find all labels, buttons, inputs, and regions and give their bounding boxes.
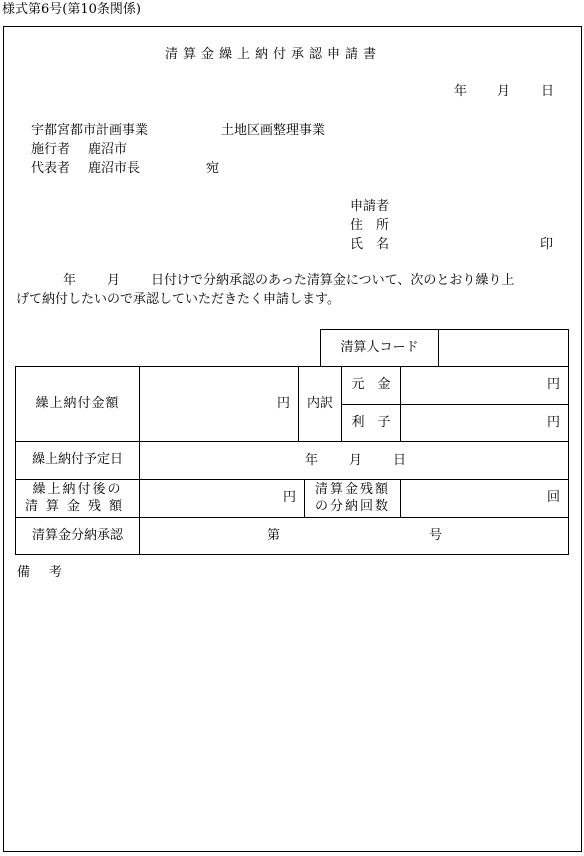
honorific: 宛: [206, 161, 220, 176]
form-number: 様式第6号(第10条関係): [2, 2, 141, 17]
installment-count-label-line-1: 清算金残額: [314, 482, 390, 498]
interest-label: 利 子: [351, 414, 391, 430]
remaining-balance-yen: 円: [282, 490, 296, 506]
scheduled-month: 月: [349, 453, 363, 468]
approval-label: 清算金分納承認: [31, 527, 123, 543]
date-day: 日: [541, 84, 555, 99]
body-line-2: げて納付したいので承認していただきたく申請します。: [16, 292, 340, 307]
remaining-balance-label: [16, 480, 139, 517]
code-field[interactable]: [439, 330, 568, 366]
project-type: 土地区画整理事業: [221, 123, 326, 138]
remaining-balance-label-line-1: 繰上納付後の: [32, 482, 123, 498]
scheduled-date-label: 繰上納付予定日: [31, 452, 123, 468]
applicant-heading: 申請者: [350, 199, 390, 214]
principal-yen: 円: [546, 377, 560, 393]
interest-yen: 円: [546, 414, 560, 430]
form-title: 清算金繰上納付承認申請書: [165, 47, 382, 62]
body-month: 月: [107, 273, 121, 288]
body-year: 年: [63, 273, 77, 288]
installment-count-label: [305, 480, 400, 517]
seal-mark: 印: [540, 237, 554, 252]
project-name: 宇都宮都市計画事業: [31, 123, 149, 138]
body-line-1: 日付けで分納承認のあった清算金について、次のとおり繰り上: [151, 273, 515, 288]
principal-label: 元 金: [351, 377, 391, 393]
amount-label: 繰上納付金額: [35, 395, 120, 411]
date-month: 月: [497, 84, 511, 99]
representative-label: 代表者: [31, 161, 71, 176]
scheduled-day: 日: [393, 453, 407, 468]
approval-prefix: 第: [267, 528, 281, 543]
remarks-label: 備 考: [17, 565, 66, 580]
operator-name: 鹿沼市: [88, 142, 128, 157]
breakdown-label: 内訳: [306, 395, 333, 411]
code-label: 清算人コード: [340, 339, 419, 355]
applicant-name-label: 氏 名: [350, 237, 390, 252]
remaining-balance-label-line-2: 清算金残額: [24, 498, 130, 514]
date-year: 年: [454, 84, 468, 99]
representative-name: 鹿沼市長: [88, 161, 141, 176]
amount-yen: 円: [276, 395, 290, 411]
installment-count-unit: 回: [546, 490, 560, 506]
installment-count-label-line-2: の分納回数: [314, 498, 390, 514]
applicant-address-label: 住 所: [350, 218, 390, 233]
operator-label: 施行者: [31, 142, 71, 157]
table-line: [15, 554, 569, 555]
approval-suffix: 号: [429, 528, 443, 543]
scheduled-year: 年: [305, 453, 319, 468]
